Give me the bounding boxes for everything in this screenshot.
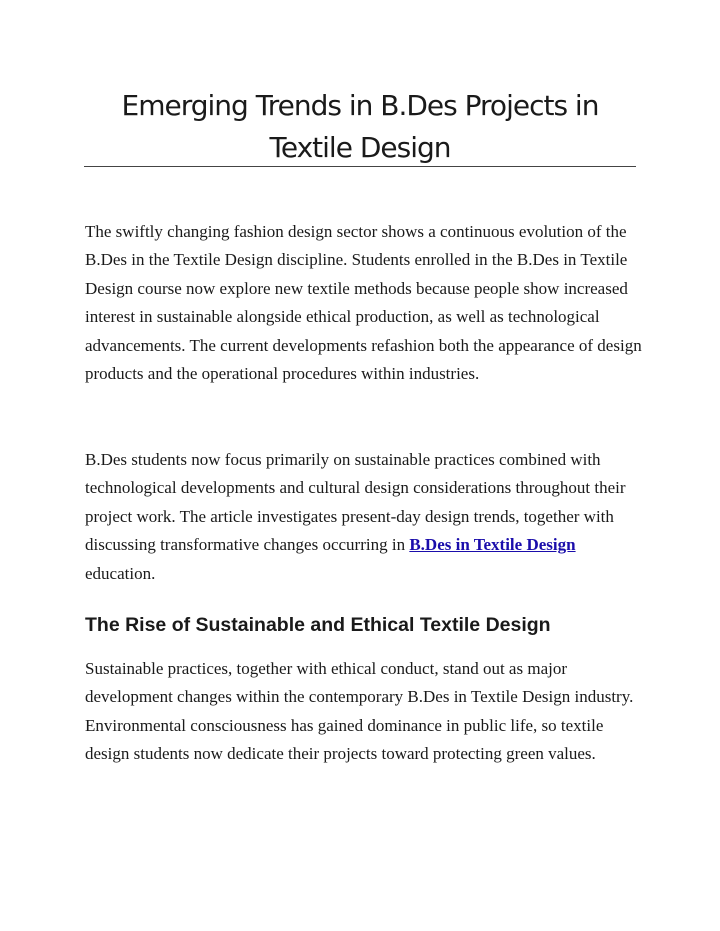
focus-paragraph-tail: education. bbox=[85, 563, 156, 583]
sustainability-paragraph: Sustainable practices, together with ethical conduct, stand out as major development changes within the contemporary B.Des in Textile Design industry. Environmental consciousness has gained dominance in public life, so textile design students now dedicate their projects toward protecting green values. bbox=[85, 659, 634, 764]
title-underline-rule bbox=[84, 166, 636, 167]
section-heading: The Rise of Sustainable and Ethical Textile Design bbox=[85, 614, 551, 636]
document-title: Emerging Trends in B.Des Projects in Textile Design bbox=[121, 89, 599, 164]
focus-paragraph bbox=[85, 446, 645, 588]
bdes-textile-design-link[interactable]: B.Des in Textile Design bbox=[409, 535, 576, 555]
focus-paragraph-text: B.Des students now focus primarily on sustainable practices combined with technological developments and cultural design considerations throughout their project work. The article investigates present-day design trends, together with discussing transformative changes occurring in bbox=[85, 450, 626, 555]
intro-paragraph: The swiftly changing fashion design sector shows a continuous evolution of the B.Des in the Textile Design discipline. Students enrolled in the B.Des in Textile Design course now explore new textile methods because people show increased interest in sustainable alongside ethical production, as well as technological advancements. The current developments refashion both the appearance of design products and the operational procedures within industries. bbox=[85, 222, 642, 384]
